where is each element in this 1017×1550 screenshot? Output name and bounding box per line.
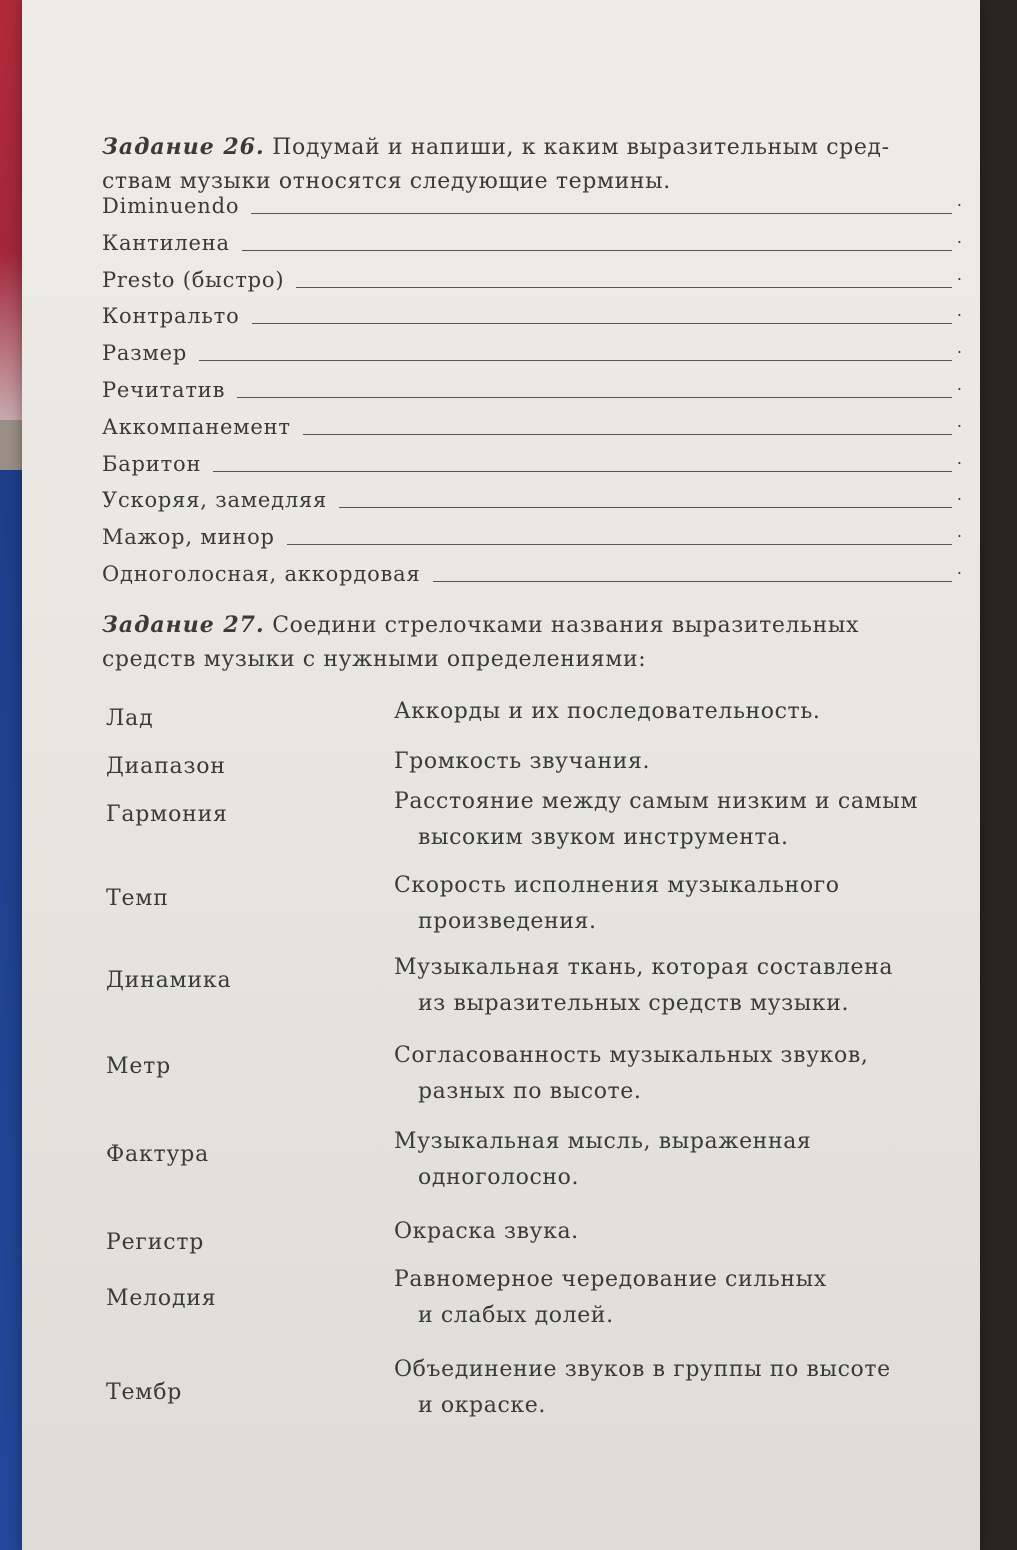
period-mark: .: [956, 485, 962, 505]
fill-in-row: [102, 335, 962, 369]
match-term[interactable]: Тембр: [106, 1380, 183, 1405]
match-term[interactable]: Динамика: [106, 968, 232, 993]
definition-line: и окраске.: [418, 1393, 546, 1418]
period-mark: .: [956, 338, 962, 358]
fill-in-row: [102, 556, 962, 590]
fill-in-row: [102, 482, 962, 516]
task-27-header: [102, 608, 962, 677]
task-27-text-line1: Соедини стрелочками названия выразительных: [272, 613, 860, 638]
term-label: Ускоряя, замедляя: [102, 488, 328, 513]
fill-in-row: [102, 519, 962, 553]
task-26-text-line2: ствам музыки относятся следующие термины.: [102, 169, 671, 194]
period-mark: .: [956, 375, 962, 394]
answer-line[interactable]: [237, 397, 952, 398]
fill-in-row: [102, 446, 962, 480]
definition-line: высоким звуком инструмента.: [418, 825, 789, 850]
answer-line[interactable]: [287, 544, 952, 545]
term-label: Аккомпанемент: [102, 414, 291, 439]
task-27-text-line2: средств музыки с нужными определениями:: [102, 647, 647, 672]
term-label: Контральто: [102, 304, 240, 329]
definition-line: Объединение звуков в группы по высоте: [394, 1357, 891, 1382]
match-definition[interactable]: [394, 1214, 994, 1250]
definition-line: Аккорды и их последовательность.: [394, 699, 821, 724]
answer-line[interactable]: [296, 287, 952, 288]
definition-line: разных по высоте.: [418, 1079, 642, 1104]
period-mark: .: [956, 522, 962, 542]
definition-line: Согласованность музыкальных звуков,: [394, 1043, 869, 1068]
period-mark: .: [956, 191, 962, 210]
answer-line[interactable]: [213, 471, 952, 472]
definition-line: произведения.: [418, 909, 597, 934]
match-definition[interactable]: [394, 1038, 994, 1110]
fill-in-row: [102, 409, 962, 443]
definition-line: Музыкальная мысль, выраженная: [394, 1129, 812, 1154]
term-label: Баритон: [102, 451, 202, 476]
task-27-title: Задание 27.: [102, 612, 265, 638]
match-definition[interactable]: [394, 1262, 994, 1334]
term-label: Мажор, минор: [102, 525, 275, 550]
match-term[interactable]: Темп: [106, 886, 169, 911]
match-term[interactable]: Регистр: [106, 1230, 205, 1255]
match-definition[interactable]: [394, 950, 994, 1022]
definition-line: одноголосно.: [418, 1165, 580, 1190]
term-label: Diminuendo: [102, 194, 240, 218]
definition-line: из выразительных средств музыки.: [418, 991, 850, 1016]
match-definition[interactable]: [394, 1124, 994, 1196]
definition-line: Скорость исполнения музыкального: [394, 873, 840, 898]
definition-line: Равномерное чередование сильных: [394, 1267, 827, 1292]
answer-line[interactable]: [242, 250, 952, 251]
period-mark: .: [956, 411, 962, 431]
match-definition[interactable]: [394, 784, 994, 856]
match-definition[interactable]: [394, 744, 994, 780]
match-term[interactable]: Мелодия: [106, 1286, 217, 1311]
fill-in-row: [102, 262, 962, 296]
answer-line[interactable]: [339, 507, 952, 508]
period-mark: .: [956, 301, 962, 321]
match-term[interactable]: Лад: [106, 706, 154, 731]
definition-line: Музыкальная ткань, которая составлена: [394, 955, 894, 980]
match-term[interactable]: Фактура: [106, 1142, 210, 1167]
term-label: Одноголосная, аккордовая: [102, 562, 421, 586]
match-term[interactable]: Гармония: [106, 802, 228, 827]
term-label: Кантилена: [102, 230, 230, 255]
definition-line: Громкость звучания.: [394, 749, 651, 774]
answer-line[interactable]: [252, 323, 952, 324]
term-label: Размер: [102, 341, 188, 366]
match-definition[interactable]: [394, 1352, 994, 1424]
term-label: Presto (быстро): [102, 267, 285, 292]
match-definition[interactable]: [394, 694, 994, 730]
match-term[interactable]: Диапазон: [106, 754, 226, 779]
fill-in-row: [102, 372, 962, 406]
definition-line: и слабых долей.: [418, 1303, 614, 1328]
term-label: Речитатив: [102, 378, 226, 402]
period-mark: .: [956, 448, 962, 468]
answer-line[interactable]: [433, 581, 952, 582]
definition-line: Расстояние между самым низким и самым: [394, 789, 919, 814]
task-26-title: Задание 26.: [102, 134, 265, 160]
period-mark: .: [956, 264, 962, 284]
answer-line[interactable]: [199, 360, 952, 361]
definition-line: Окраска звука.: [394, 1219, 579, 1244]
task-26-text-line1: Подумай и напиши, к каким выразительным сред-: [272, 135, 890, 160]
period-mark: .: [956, 559, 962, 578]
match-term[interactable]: Метр: [106, 1054, 171, 1079]
match-definition[interactable]: [394, 868, 994, 940]
worksheet-page: [22, 0, 980, 1550]
answer-line[interactable]: [251, 213, 952, 214]
answer-line[interactable]: [303, 434, 952, 435]
period-mark: .: [956, 227, 962, 247]
fill-in-row: [102, 298, 962, 332]
fill-in-row: [102, 225, 962, 259]
fill-in-row: [102, 188, 962, 222]
